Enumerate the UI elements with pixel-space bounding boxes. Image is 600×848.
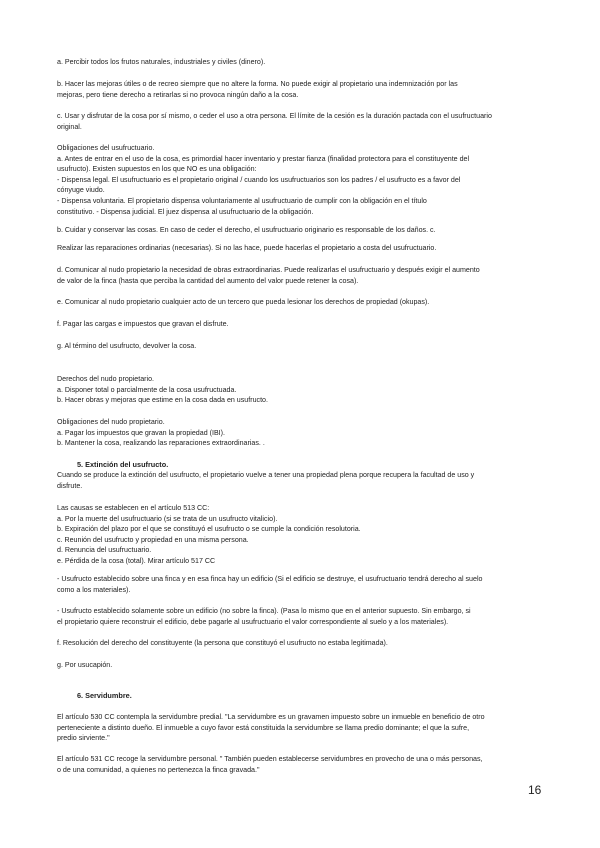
text-line: como a los materiales). — [57, 585, 131, 594]
text-line: - Dispensa voluntaria. El propietario dispensa voluntariamente al usufructuario de cumplir con la obligación en el título — [57, 196, 427, 205]
text-line: c. Usar y disfrutar de la cosa por sí mismo, o ceder el uso a otra persona. El límite de la cesión es la duración pactada con el usufructuario — [57, 112, 492, 120]
text-line: el propietario quiere reconstruir el edificio, debe pagarle al usufructuario el valor correspondiente al suelo y a los materiales). — [57, 617, 449, 626]
text-line: g. Al término del usufructo, devolver la cosa. — [57, 342, 197, 350]
text-line: g. Por usucapión. — [57, 661, 113, 669]
text-line: b. Hacer las mejoras útiles o de recreo siempre que no altere la forma. No puede exigir al propietario una indemnización por las — [57, 80, 458, 88]
text-line: disfrute. — [57, 481, 83, 490]
paragraph-hacer-mejoras — [57, 79, 542, 100]
paragraph-derechos-nudo-propietario — [57, 374, 542, 406]
text-line: d. Comunicar al nudo propietario la necesidad de obras extraordinarias. Puede realizarlas el usufructuario y después exigir el aumento — [57, 266, 480, 274]
text-line: d. Renuncia del usufructuario. — [57, 546, 152, 555]
text-line: a. Percibir todos los frutos naturales, industriales y civiles (dinero). — [57, 58, 266, 66]
text-line: El artículo 531 CC recoge la servidumbre personal. " También pueden establecerse servidumbres en provecho de una o más personas, — [57, 755, 483, 763]
paragraph-comunicar-terceros — [57, 297, 542, 308]
paragraph-causas-extincion — [57, 503, 542, 567]
paragraph-usufructo-solo-edificio — [57, 606, 542, 627]
text-line: original. — [57, 122, 82, 131]
section-heading-servidumbre: 6. Servidumbre. — [77, 691, 132, 700]
paragraph-devolver-cosa — [57, 341, 542, 352]
text-line: - Usufructo establecido sobre una finca y en esa finca hay un edificio (Si el edificio se destruye, el usufructuario tendrá derecho al suelo — [57, 575, 483, 583]
text-line: constitutivo. - Dispensa judicial. El juez dispensa al usufructuario de la obligación. — [57, 207, 314, 216]
text-line: El artículo 530 CC contempla la servidumbre predial. "La servidumbre es un gravamen impuesto sobre un inmueble en beneficio de otro — [57, 713, 485, 721]
text-line: a. Disponer total o parcialmente de la cosa usufructuada. — [57, 385, 237, 394]
text-line: cónyuge viudo. — [57, 186, 105, 195]
text-line: predio sirviente." — [57, 734, 110, 743]
paragraph-cuidar-conservar — [57, 225, 542, 236]
paragraph-resolucion-derecho — [57, 638, 542, 649]
text-line: o de una comunidad, a quienes no pertenezca la finca gravada." — [57, 765, 260, 774]
text-line: Realizar las reparaciones ordinarias (necesarias). Si no las hace, puede hacerlas el propietario a costa del usufructuario. — [57, 244, 437, 252]
text-line: Obligaciones del usufructuario. — [57, 144, 155, 152]
paragraph-usufructo-finca-edificio — [57, 574, 542, 595]
paragraph-pagar-cargas — [57, 319, 542, 330]
text-line: Derechos del nudo propietario. — [57, 375, 155, 383]
text-line: Las causas se establecen en el artículo 513 CC: — [57, 504, 210, 512]
paragraph-servidumbre-personal — [57, 754, 542, 775]
text-line: b. Hacer obras y mejoras que estime en la cosa dada en usufructo. — [57, 396, 268, 405]
text-line: c. Reunión del usufructo y propiedad en una misma persona. — [57, 535, 249, 544]
paragraph-obras-extraordinarias — [57, 265, 542, 286]
text-line: a. Antes de entrar en el uso de la cosa, es primordial hacer inventario y prestar fianza (finalidad protectora para el constituyente del — [57, 154, 470, 163]
text-line: a. Pagar los impuestos que gravan la propiedad (IBI). — [57, 428, 225, 437]
text-line: b. Cuidar y conservar las cosas. En caso de ceder el derecho, el usufructuario originario es responsable de los daños. c. — [57, 226, 436, 234]
text-line: - Usufructo establecido solamente sobre un edificio (no sobre la finca). (Pasa lo mismo que en el anterior supuesto. Sin embargo, si — [57, 607, 471, 615]
text-line: b. Expiración del plazo por el que se constituyó el usufructo o se cumple la condición resolutoria. — [57, 525, 361, 534]
text-line: Obligaciones del nudo propietario. — [57, 418, 165, 426]
paragraph-extincion-intro — [57, 470, 542, 491]
text-line: de valor de la finca (hasta que perciba la cantidad del aumento del valor puede retener la cosa). — [57, 276, 359, 285]
paragraph-usar-disfrutar — [57, 111, 542, 132]
paragraph-percibir-frutos — [57, 57, 542, 68]
text-line: e. Comunicar al nudo propietario cualquier acto de un tercero que pueda lesionar los derechos de propiedad (okupas). — [57, 298, 430, 306]
text-line: mejoras, pero tiene derecho a retirarlas si no provoca ningún daño a la cosa. — [57, 90, 299, 99]
text-line: f. Pagar las cargas e impuestos que gravan el disfrute. — [57, 320, 229, 328]
paragraph-reparaciones-ordinarias — [57, 243, 542, 254]
text-line: perteneciente a distinto dueño. El inmueble a cuyo favor está constituida la servidumbre se llama predio dominante; el que la sufre, — [57, 723, 470, 732]
section-heading-extincion: 5. Extinción del usufructo. — [77, 460, 169, 469]
text-line: - Dispensa legal. El usufructuario es el propietario original / cuando los usufructuarios son los padres / el usufructo es a favor del — [57, 175, 461, 184]
paragraph-obligaciones-nudo-propietario — [57, 417, 542, 449]
text-line: usufructo). Existen supuestos en los que NO es una obligación: — [57, 165, 257, 174]
text-line: a. Por la muerte del usufructuario (si se trata de un usufructo vitalicio). — [57, 514, 278, 523]
paragraph-usucapion — [57, 660, 542, 671]
page-number: 16 — [528, 783, 542, 797]
paragraph-obligaciones-usufructuario — [57, 143, 542, 217]
text-line: b. Mantener la cosa, realizando las reparaciones extraordinarias. . — [57, 439, 265, 448]
text-line: e. Pérdida de la cosa (total). Mirar artículo 517 CC — [57, 556, 216, 565]
text-line: f. Resolución del derecho del constituyente (la persona que constituyó el usufructo no estaba legitimada). — [57, 639, 388, 647]
paragraph-servidumbre-predial — [57, 712, 542, 744]
text-line: Cuando se produce la extinción del usufructo, el propietario vuelve a tener una propiedad plena porque recupera la facultad de uso y — [57, 471, 475, 479]
